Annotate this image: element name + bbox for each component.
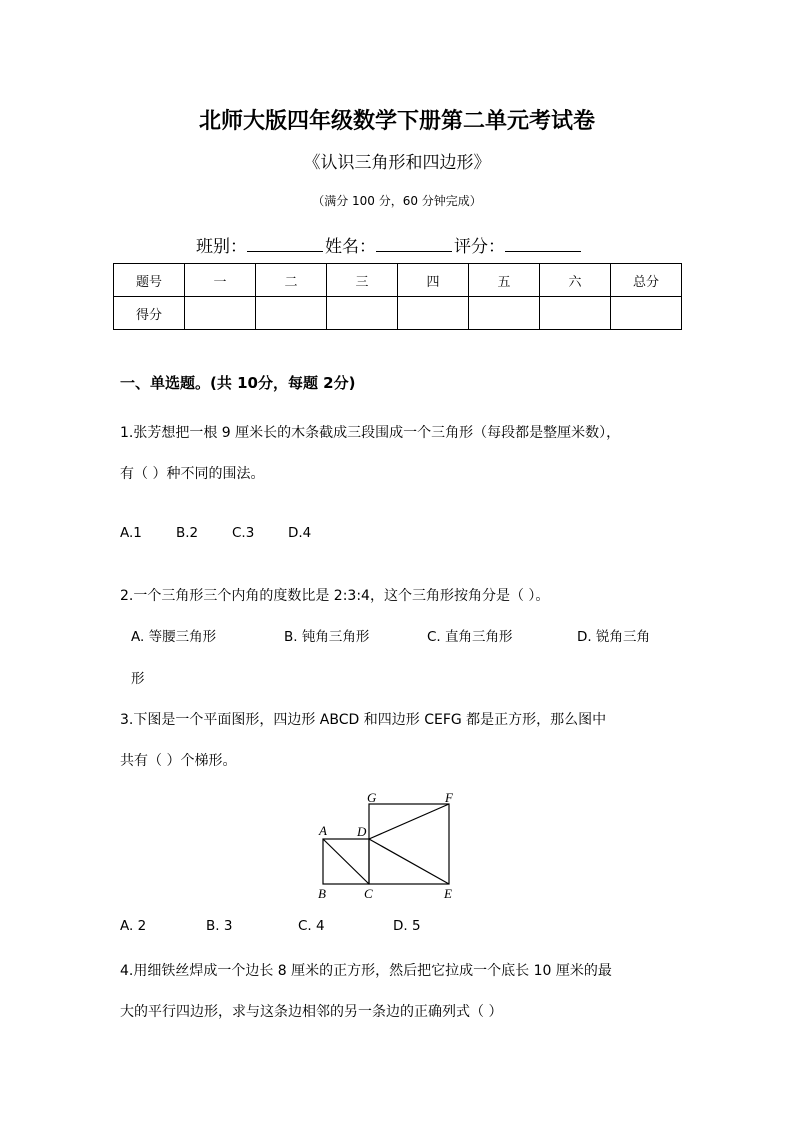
score-cell[interactable] — [611, 297, 682, 330]
label-g: G — [367, 790, 377, 805]
q2-option-d-wrap: 形 — [131, 671, 145, 687]
label-f: F — [445, 790, 453, 805]
score-cell[interactable] — [540, 297, 611, 330]
score-cell[interactable] — [327, 297, 398, 330]
score-table-header-cell: 题号 — [114, 264, 185, 297]
q1-option-a: A.1 — [120, 525, 142, 541]
score-table-header-row — [114, 264, 682, 297]
class-label: 班别： — [196, 237, 247, 257]
section-1-title: 一、单选题。(共 10分，每题 2分) — [120, 374, 356, 392]
q4-line-2: 大的平行四边形，求与这条边相邻的另一条边的正确列式（ ） — [120, 1004, 503, 1020]
q1-option-d: D.4 — [288, 525, 312, 541]
score-table-header-cell: 总分 — [611, 264, 682, 297]
q3-line-1: 3.下图是一个平面图形，四边形 ABCD 和四边形 CEFG 都是正方形，那么图中 — [120, 712, 607, 728]
label-c: C — [364, 886, 373, 901]
q3-option-a: A. 2 — [120, 918, 147, 934]
q1-option-c: C.3 — [232, 525, 255, 541]
q4-line-1: 4.用细铁丝焊成一个边长 8 厘米的正方形，然后把它拉成一个底长 10 厘米的最 — [120, 963, 612, 979]
score-label: 评分： — [454, 237, 505, 257]
label-a: A — [319, 823, 327, 838]
score-table — [113, 263, 682, 330]
page-subtitle: 《认识三角形和四边形》 — [303, 153, 491, 173]
label-b: B — [318, 886, 326, 901]
q2-option-c: C. 直角三角形 — [427, 629, 513, 645]
page-title: 北师大版四年级数学下册第二单元考试卷 — [198, 108, 595, 134]
score-cell[interactable] — [185, 297, 256, 330]
name-blank[interactable] — [376, 235, 452, 252]
score-table-score-row — [114, 297, 682, 330]
class-blank[interactable] — [247, 235, 323, 252]
score-table-header-cell: 二 — [256, 264, 327, 297]
squares-figure — [310, 790, 480, 905]
q2-option-b: B. 钝角三角形 — [284, 629, 370, 645]
q1-line-1: 1.张芳想把一根 9 厘米长的木条截成三段围成一个三角形（每段都是整厘米数）， — [120, 425, 621, 441]
q3-line-2: 共有（ ）个梯形。 — [120, 753, 237, 769]
q3-option-b: B. 3 — [206, 918, 233, 934]
score-table-header-cell: 三 — [327, 264, 398, 297]
name-label: 姓名： — [325, 237, 376, 257]
score-cell[interactable] — [256, 297, 327, 330]
q1-option-b: B.2 — [176, 525, 199, 541]
square-cefg — [369, 804, 449, 884]
score-row-label: 得分 — [114, 297, 185, 330]
segment-ac — [323, 839, 369, 884]
q1-line-2: 有（ ）种不同的围法。 — [120, 466, 265, 482]
q3-option-d: D. 5 — [393, 918, 421, 934]
score-table-header-cell: 六 — [540, 264, 611, 297]
q2-option-a: A. 等腰三角形 — [131, 629, 217, 645]
score-cell[interactable] — [469, 297, 540, 330]
q2-option-d: D. 锐角三角 — [577, 629, 650, 645]
q2-line-1: 2.一个三角形三个内角的度数比是 2:3:4，这个三角形按角分是（ ）。 — [120, 588, 550, 604]
q3-option-c: C. 4 — [298, 918, 325, 934]
segment-de — [369, 839, 449, 884]
student-info-line — [196, 232, 583, 257]
score-table-header-cell: 四 — [398, 264, 469, 297]
score-blank[interactable] — [505, 235, 581, 252]
score-table-header-cell: 五 — [469, 264, 540, 297]
label-d: D — [357, 824, 367, 839]
score-table-header-cell: 一 — [185, 264, 256, 297]
label-e: E — [444, 886, 452, 901]
segment-df — [369, 804, 449, 839]
score-note: （满分 100 分，60 分钟完成） — [312, 194, 482, 208]
score-cell[interactable] — [398, 297, 469, 330]
